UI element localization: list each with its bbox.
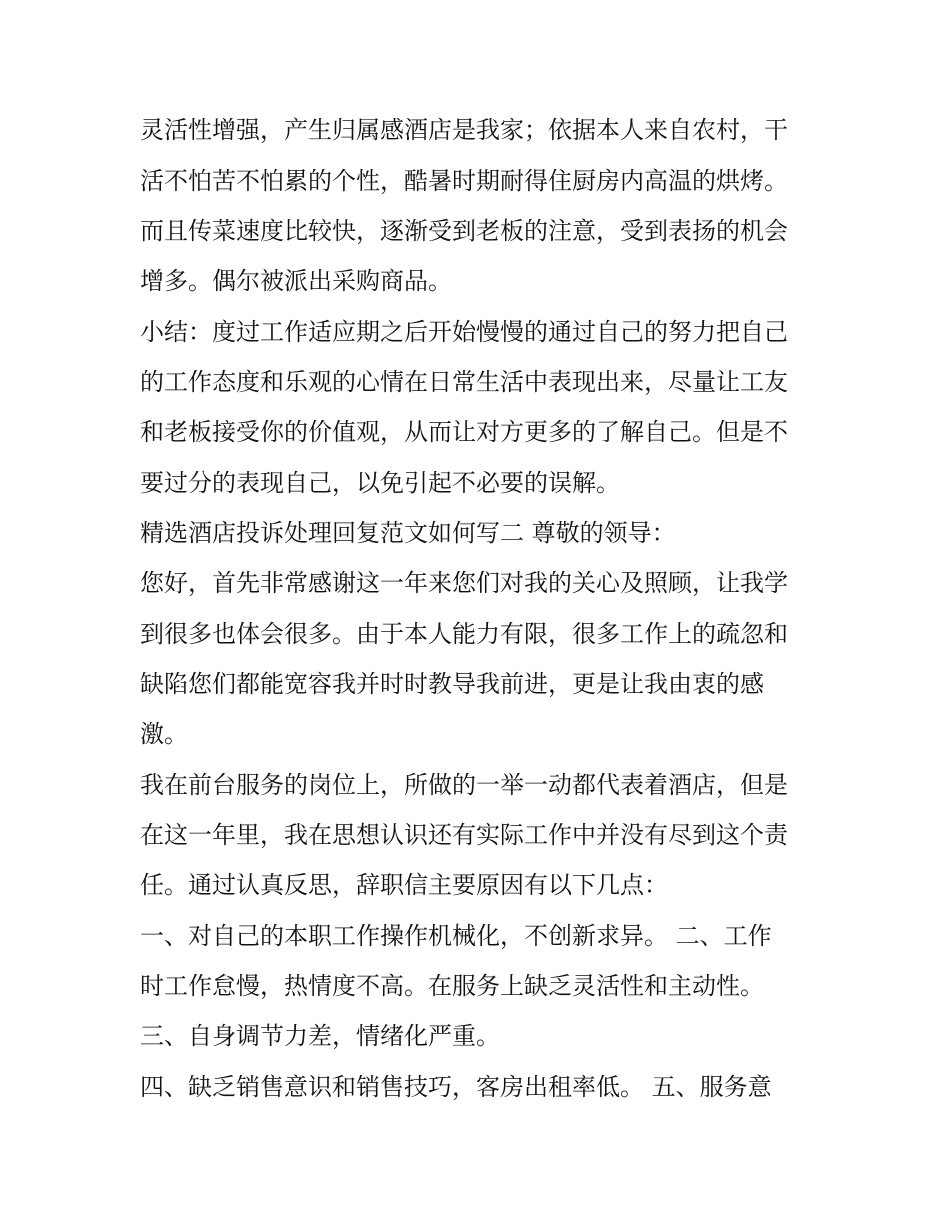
text-line: 的工作态度和乐观的心情在日常生活中表现出来，尽量让工友 — [140, 368, 788, 396]
text-line: 我在前台服务的岗位上，所做的一举一动都代表着酒店，但是 — [140, 771, 788, 799]
section-heading: 精选酒店投诉处理回复范文如何写二 尊敬的领导： — [140, 519, 676, 547]
text-line: 小结：度过工作适应期之后开始慢慢的通过自己的努力把自己 — [140, 318, 788, 346]
text-line: 和老板接受你的价值观，从而让对方更多的了解自己。但是不 — [140, 418, 788, 446]
text-line: 一、对自己的本职工作操作机械化，不创新求异。 二、工作 — [140, 922, 772, 950]
text-line: 灵活性增强，产生归属感酒店是我家；依据本人来自农村，干 — [140, 116, 788, 144]
text-line: 要过分的表现自己，以免引起不必要的误解。 — [140, 469, 620, 497]
text-line: 四、缺乏销售意识和销售技巧，客房出租率低。 五、服务意 — [140, 1073, 772, 1101]
text-line: 到很多也体会很多。由于本人能力有限，很多工作上的疏忽和 — [140, 620, 788, 648]
text-line: 时工作怠慢，热情度不高。在服务上缺乏灵活性和主动性。 — [140, 972, 764, 1000]
text-line: 而且传菜速度比较快，逐渐受到老板的注意，受到表扬的机会 — [140, 217, 788, 245]
text-line: 增多。偶尔被派出采购商品。 — [140, 267, 452, 295]
text-line: 活不怕苦不怕累的个性，酷暑时期耐得住厨房内高温的烘烤。 — [140, 167, 788, 195]
text-line: 激。 — [140, 720, 188, 748]
text-line: 任。通过认真反思，辞职信主要原因有以下几点： — [140, 871, 668, 899]
text-line: 您好，首先非常感谢这一年来您们对我的关心及照顾，让我学 — [140, 569, 788, 597]
text-line: 缺陷您们都能宽容我并时时教导我前进，更是让我由衷的感 — [140, 670, 764, 698]
text-line: 三、自身调节力差，情绪化严重。 — [140, 1022, 500, 1050]
text-line: 在这一年里，我在思想认识还有实际工作中并没有尽到这个责 — [140, 821, 788, 849]
